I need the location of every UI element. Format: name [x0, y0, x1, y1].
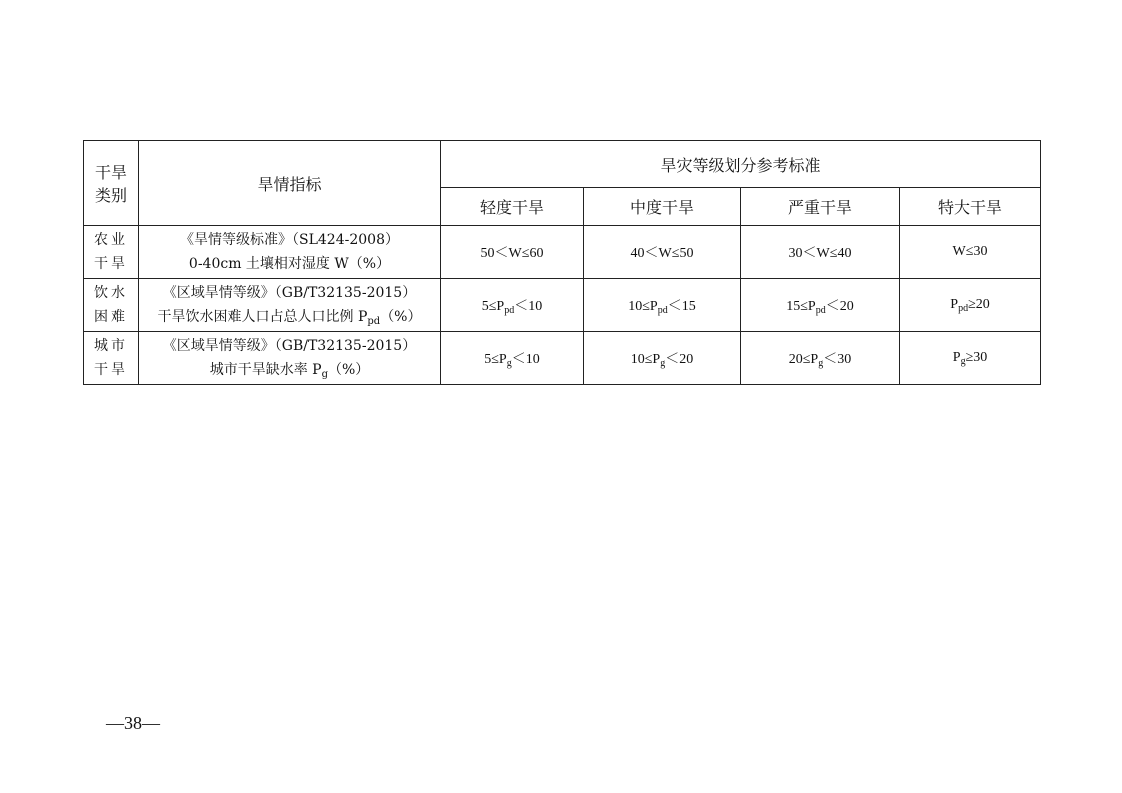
indicator-metric: 城市干旱缺水率 $P_g(\%)$	[209, 362, 370, 380]
value-moderate: 40＜W≤50	[584, 226, 741, 279]
header-row-1	[84, 141, 1041, 188]
row-category-line-2: 干旱	[94, 362, 128, 378]
header-grade-extreme: 特大干旱	[900, 188, 1041, 226]
row-indicator	[139, 332, 441, 385]
drought-grade-table	[83, 140, 1041, 385]
header-grade-severe: 严重干旱	[741, 188, 900, 226]
header-indicator: 旱情指标	[139, 141, 441, 226]
header-category	[84, 141, 139, 226]
indicator-standard: 《旱情等级标准》（SL424-2008）	[180, 232, 399, 248]
row-category	[84, 332, 139, 385]
row-indicator	[139, 226, 441, 279]
value-light: $5\le P_{pd}<10$	[441, 279, 584, 332]
table-row-urban	[84, 332, 1041, 385]
header-grade-light: 轻度干旱	[441, 188, 584, 226]
indicator-metric: 干旱饮水困难人口占总人口比例 $P_{pd}(\%)$	[157, 309, 422, 327]
row-category-line-2: 困难	[94, 309, 128, 325]
header-category-line-1: 干旱	[94, 163, 127, 182]
value-moderate: $10\le P_{pd}<15$	[584, 279, 741, 332]
indicator-metric: 0-40cm 土壤相对湿度 W（%）	[188, 256, 391, 272]
header-grade-group: 旱灾等级划分参考标准	[441, 141, 1041, 188]
value-severe: $15\le P_{pd}<20$	[741, 279, 900, 332]
row-category-line-1: 农业	[94, 232, 128, 248]
value-extreme: W≤30	[900, 226, 1041, 279]
table-row-agriculture	[84, 226, 1041, 279]
row-category	[84, 279, 139, 332]
row-category	[84, 226, 139, 279]
indicator-standard: 《区域旱情等级》（GB/T32135-2015）	[162, 285, 417, 301]
row-category-line-2: 干旱	[94, 256, 128, 272]
page-number: —38—	[106, 713, 160, 733]
row-indicator	[139, 279, 441, 332]
header-grade-moderate: 中度干旱	[584, 188, 741, 226]
value-light: $5\le P_g<10$	[441, 332, 584, 385]
indicator-standard: 《区域旱情等级》（GB/T32135-2015）	[162, 338, 417, 354]
row-category-line-1: 饮水	[94, 285, 128, 301]
value-severe: 30＜W≤40	[741, 226, 900, 279]
value-moderate: $10\le P_g<20$	[584, 332, 741, 385]
table-row-drinking-water	[84, 279, 1041, 332]
row-category-line-1: 城市	[94, 338, 128, 354]
value-severe: $20\le P_g<30$	[741, 332, 900, 385]
header-category-line-2: 类别	[94, 186, 127, 205]
value-extreme: $P_g\ge 30$	[900, 332, 1041, 385]
value-light: 50＜W≤60	[441, 226, 584, 279]
value-extreme: $P_{pd}\ge 20$	[900, 279, 1041, 332]
